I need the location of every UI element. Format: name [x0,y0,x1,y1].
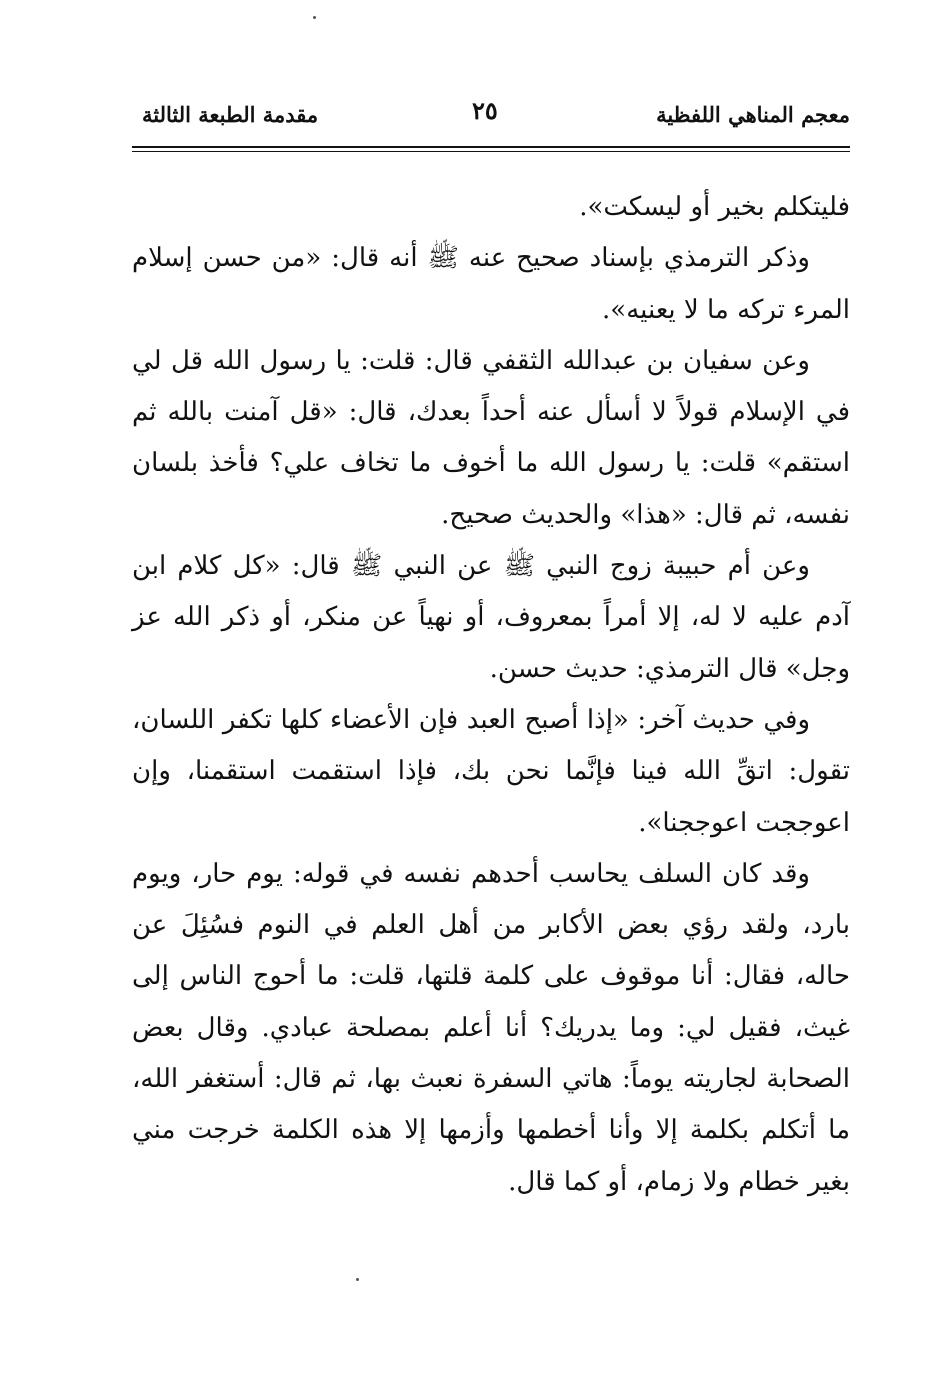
paragraph-sufyan: وعن سفيان بن عبدالله الثقفي قال: قلت: يا رسول الله قل لي في الإسلام قولاً لا أسأل عنه أحداً بعدك، قال: «قل آمنت بالله ثم استقم» قلت: يا رسول الله ما أخوف ما تخاف علي؟ فأخذ بلسان نفسه، ثم قال: «هذا» والحديث صحيح. [132,345,850,530]
header-rule-thick [132,146,850,148]
paragraph-limbs-hadith: وفي حديث آخر: «إذا أصبح العبد فإن الأعضاء كلها تكفر اللسان، تقول: اتقِّ الله فينا فإنَّما نحن بك، فإذا استقمت استقمنا، وإن اعوججت اعوججنا». [132,704,850,838]
running-header [132,96,850,140]
book-title: معجم المناهي اللفظية [656,102,850,127]
scan-speck [356,1278,359,1281]
scan-speck [313,16,316,19]
page-number: ٢٥ [472,96,498,125]
paragraph-continuation: فليتكلم بخير أو ليسكت». [579,192,850,222]
body-text [132,182,850,1208]
paragraph-salaf: وقد كان السلف يحاسب أحدهم نفسه في قوله: يوم حار، ويوم بارد، ولقد رؤي بعض الأكابر من أهل العلم في النوم فسُئِلَ عن حاله، فقال: أنا موقوف على كلمة قلتها، قلت: ما أحوج الناس إلى غيث، فقيل لي: وما يدريك؟ أنا أعلم بمصلحة عبادي. وقال بعض الصحابة لجاريته يوماً: هاتي السفرة نعبث بها، ثم قال: أستغفر الله، ما أتكلم بكلمة إلا وأنا أخطمها وأزمها إلا هذه الكلمة خرجت مني بغير خطام ولا زمام، أو كما قال. [132,858,850,1197]
paragraph-tirmidhi: وذكر الترمذي بإسناد صحيح عنه ﷺ أنه قال: «من حسن إسلام المرء تركه ما لا يعنيه». [132,243,850,325]
header-rule-thin [132,151,850,152]
paragraph-umm-habiba: وعن أم حبيبة زوج النبي ﷺ عن النبي ﷺ قال: «كل كلام ابن آدم عليه لا له، إلا أمراً بمعروف، أو نهياً عن منكر، أو ذكر الله عز وجل» قال الترمذي: حديث حسن. [132,551,850,684]
section-title: مقدمة الطبعة الثالثة [142,102,319,127]
